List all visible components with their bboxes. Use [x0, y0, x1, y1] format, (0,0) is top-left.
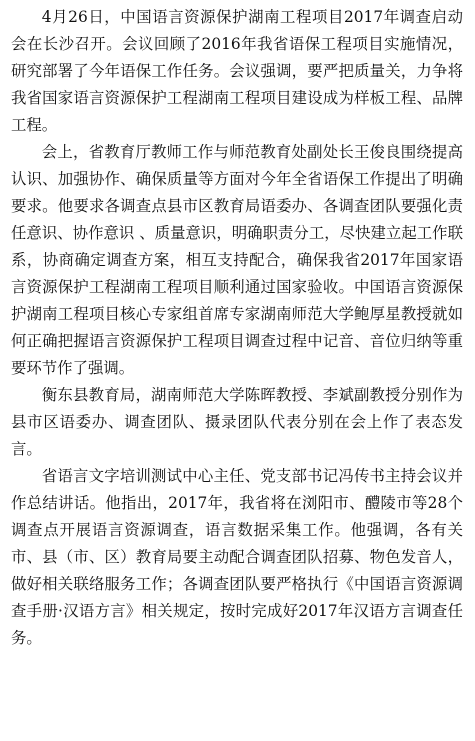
- paragraph-meeting-opening: 4月26日，中国语言资源保护湖南工程项目2017年调查启动会在长沙召开。会议回顾了2016年我省语保工程项目实施情况，研究部署了今年语保工作任务。会议强调，要严把质量关，力争将我省国家语言资源保护工程湖南工程项目建设成为样板工程、品牌工程。: [11, 8, 463, 134]
- paragraph-statements: 衡东县教育局，湖南师范大学陈晖教授、李斌副教授分别作为县市区语委办、调查团队、摄录团队代表分别在会上作了表态发言。: [11, 386, 463, 458]
- paragraph-requirements: 会上，省教育厅教师工作与师范教育处副处长王俊良围绕提高认识、加强协作、确保质量等方面对今年全省语保工作提出了明确要求。他要求各调查点县市区教育局语委办、各调查团队要强化责任意识、协作意识 、质量意识，明确职责分工，尽快建立起工作联系，协商确定调查方案，相互支持配合，确保我省2017年国家语言资源保护工程湖南工程项目顺利通过国家验收。中国语言资源保护湖南工程项目核心专家组首席专家湖南师范大学鲍厚星教授就如何正确把握语言资源保护工程项目调查过程中记音、音位归纳等重要环节作了强调。: [11, 143, 463, 377]
- paragraph-summary: 省语言文字培训测试中心主任、党支部书记冯传书主持会议并作总结讲话。他指出，2017年，我省将在浏阳市、醴陵市等28个调查点开展语言资源调查，语言数据采集工作。他强调，各有关市、县（市、区）教育局要主动配合调查团队招募、物色发音人，做好相关联络服务工作；各调查团队要严格执行《中国语言资源调查手册·汉语方言》相关规定，按时完成好2017年汉语方言调查任务。: [11, 467, 463, 647]
- article-body: [11, 4, 463, 652]
